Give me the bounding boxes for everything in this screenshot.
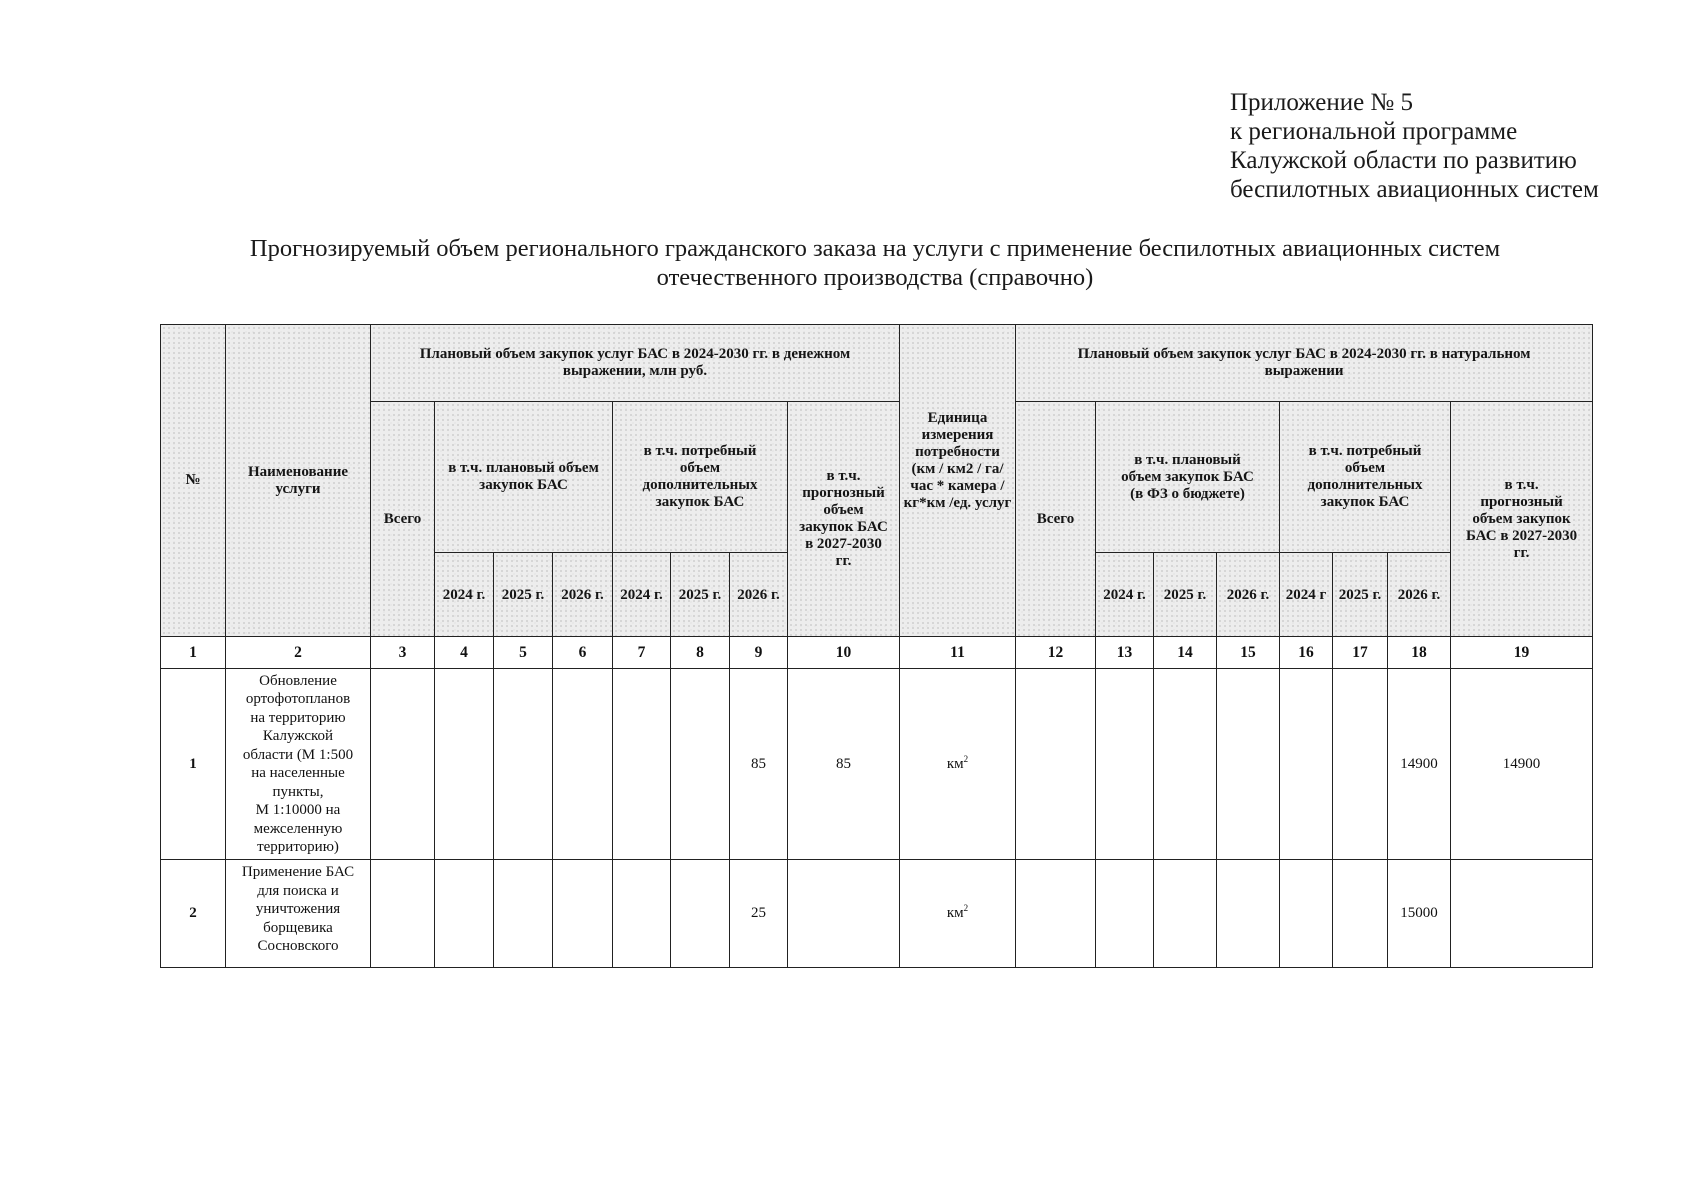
- service-name-line: ортофотопланов: [245, 691, 351, 707]
- service-name: [226, 669, 371, 860]
- column-number: 18: [1388, 637, 1451, 669]
- header-service-name: Наименование услуги: [226, 325, 371, 637]
- header-year: 2025 г.: [671, 553, 730, 637]
- table-row: [161, 669, 1593, 860]
- column-number: 3: [371, 637, 435, 669]
- cell-empty: [1280, 669, 1333, 860]
- column-number: 12: [1016, 637, 1096, 669]
- header-year: 2026 г.: [553, 553, 613, 637]
- header-year: 2024 г.: [1096, 553, 1154, 637]
- cell-empty: [671, 860, 730, 968]
- column-number: 6: [553, 637, 613, 669]
- header-year: 2025 г.: [1154, 553, 1217, 637]
- cell-empty: [1154, 669, 1217, 860]
- cell-empty: [1096, 669, 1154, 860]
- cell-value: 14900: [1451, 669, 1593, 860]
- cell-empty: [553, 669, 613, 860]
- cell-empty: [494, 669, 553, 860]
- column-number: 15: [1217, 637, 1280, 669]
- cell-value: 15000: [1388, 860, 1451, 968]
- cell-empty: [494, 860, 553, 968]
- column-number-row: [161, 637, 1593, 669]
- header-planned-purchase: в т.ч. плановый объем закупок БАС: [435, 402, 613, 553]
- column-number: 16: [1280, 637, 1333, 669]
- service-name-line: Калужской: [262, 728, 334, 744]
- header-year: 2025 г.: [494, 553, 553, 637]
- appendix-line-1: Приложение № 5: [1230, 89, 1414, 116]
- header-monetary-group: Плановый объем закупок услуг БАС в 2024-2030 гг. в денежном выражении, млн руб.: [371, 325, 900, 402]
- header-needed-additional-natural: в т.ч. потребный объем дополнительных закупок БАС: [1280, 402, 1451, 553]
- service-name-line: области (М 1:500: [242, 746, 354, 763]
- service-name-line: уничтожения: [255, 901, 341, 917]
- service-name-line: пункты,: [272, 783, 324, 800]
- service-name-line: М 1:10000 на: [255, 802, 341, 818]
- column-number: 5: [494, 637, 553, 669]
- appendix-line-2: к региональной программе: [1230, 118, 1518, 145]
- cell-empty: [1217, 860, 1280, 968]
- column-number: 4: [435, 637, 494, 669]
- service-name-line: на территорию: [250, 709, 346, 726]
- row-number: 1: [161, 669, 226, 860]
- column-number: 13: [1096, 637, 1154, 669]
- service-name-line: Обновление: [259, 672, 337, 689]
- cell-value: 25: [730, 860, 788, 968]
- header-planned-purchase-fz: в т.ч. плановый объем закупок БАС (в ФЗ о бюджете): [1096, 402, 1280, 553]
- table-row: [161, 860, 1593, 968]
- service-name-line: борщевика: [263, 919, 333, 936]
- column-number: 10: [788, 637, 900, 669]
- title-line-2: отечественного производства (справочно): [656, 264, 1094, 291]
- header-year: 2024 г.: [613, 553, 671, 637]
- cell-empty: [1016, 860, 1096, 968]
- cell-value: 85: [788, 669, 900, 860]
- unit-superscript: 2: [963, 903, 969, 914]
- header-needed-additional: в т.ч. потребный объем дополнительных закупок БАС: [613, 402, 788, 553]
- appendix-line-4: беспилотных авиационных систем: [1230, 176, 1599, 203]
- service-name-line: Сосновского: [257, 938, 339, 954]
- cell-empty: [435, 860, 494, 968]
- cell-empty: [435, 669, 494, 860]
- unit-superscript: 2: [963, 753, 969, 764]
- service-name-line: на населенные: [251, 765, 345, 781]
- column-number: 19: [1451, 637, 1593, 669]
- service-name-line: межселенную: [253, 820, 343, 837]
- header-unit: Единица измерения потребности (км / км2 / га/ час * камера /кг*км /ед. услуг: [900, 325, 1016, 637]
- cell-empty: [613, 669, 671, 860]
- appendix-header: [1230, 88, 1599, 204]
- column-number: 7: [613, 637, 671, 669]
- cell-empty: [371, 860, 435, 968]
- column-number: 2: [226, 637, 371, 669]
- cell-empty: [1016, 669, 1096, 860]
- cell-empty: [553, 860, 613, 968]
- header-forecast-natural: в т.ч. прогнозный объем закупок БАС в 2027-2030 гг.: [1451, 402, 1593, 637]
- cell-empty: [1280, 860, 1333, 968]
- header-year: 2025 г.: [1333, 553, 1388, 637]
- header-year: 2026 г.: [1388, 553, 1451, 637]
- header-total-natural: Всего: [1016, 402, 1096, 637]
- cell-empty: [1154, 860, 1217, 968]
- column-number: 9: [730, 637, 788, 669]
- cell-unit: [900, 669, 1016, 860]
- header-total: Всего: [371, 402, 435, 637]
- header-forecast: в т.ч. прогнозный объем закупок БАС в 2027-2030 гг.: [788, 402, 900, 637]
- cell-empty: [1217, 669, 1280, 860]
- service-name-line: территорию): [257, 839, 339, 855]
- forecast-table: [160, 324, 1593, 968]
- cell-value: 85: [730, 669, 788, 860]
- service-name: [226, 860, 371, 968]
- header-natural-group: Плановый объем закупок услуг БАС в 2024-2030 гг. в натуральном выражении: [1016, 325, 1593, 402]
- header-year: 2026 г.: [730, 553, 788, 637]
- unit-text: км: [946, 905, 964, 922]
- appendix-line-3: Калужской области по развитию: [1230, 147, 1577, 174]
- column-number: 14: [1154, 637, 1217, 669]
- column-number: 17: [1333, 637, 1388, 669]
- service-name-line: для поиска и: [257, 882, 339, 899]
- header-year: 2024 г: [1280, 553, 1333, 637]
- cell-empty: [371, 669, 435, 860]
- cell-value: [1451, 860, 1593, 968]
- service-name-line: Применение БАС: [241, 864, 355, 880]
- document-title: [150, 234, 1600, 292]
- cell-empty: [613, 860, 671, 968]
- column-number: 1: [161, 637, 226, 669]
- cell-empty: [671, 669, 730, 860]
- unit-text: км: [946, 755, 964, 772]
- cell-unit: [900, 860, 1016, 968]
- column-number: 8: [671, 637, 730, 669]
- title-line-1: Прогнозируемый объем регионального гражданского заказа на услуги с применение беспилотных авиационных систем: [249, 235, 1501, 262]
- header-year: 2026 г.: [1217, 553, 1280, 637]
- cell-value: 14900: [1388, 669, 1451, 860]
- column-number: 11: [900, 637, 1016, 669]
- row-number: 2: [161, 860, 226, 968]
- header-year: 2024 г.: [435, 553, 494, 637]
- cell-empty: [1333, 669, 1388, 860]
- cell-empty: [1096, 860, 1154, 968]
- cell-value: [788, 860, 900, 968]
- header-no: №: [161, 325, 226, 637]
- cell-empty: [1333, 860, 1388, 968]
